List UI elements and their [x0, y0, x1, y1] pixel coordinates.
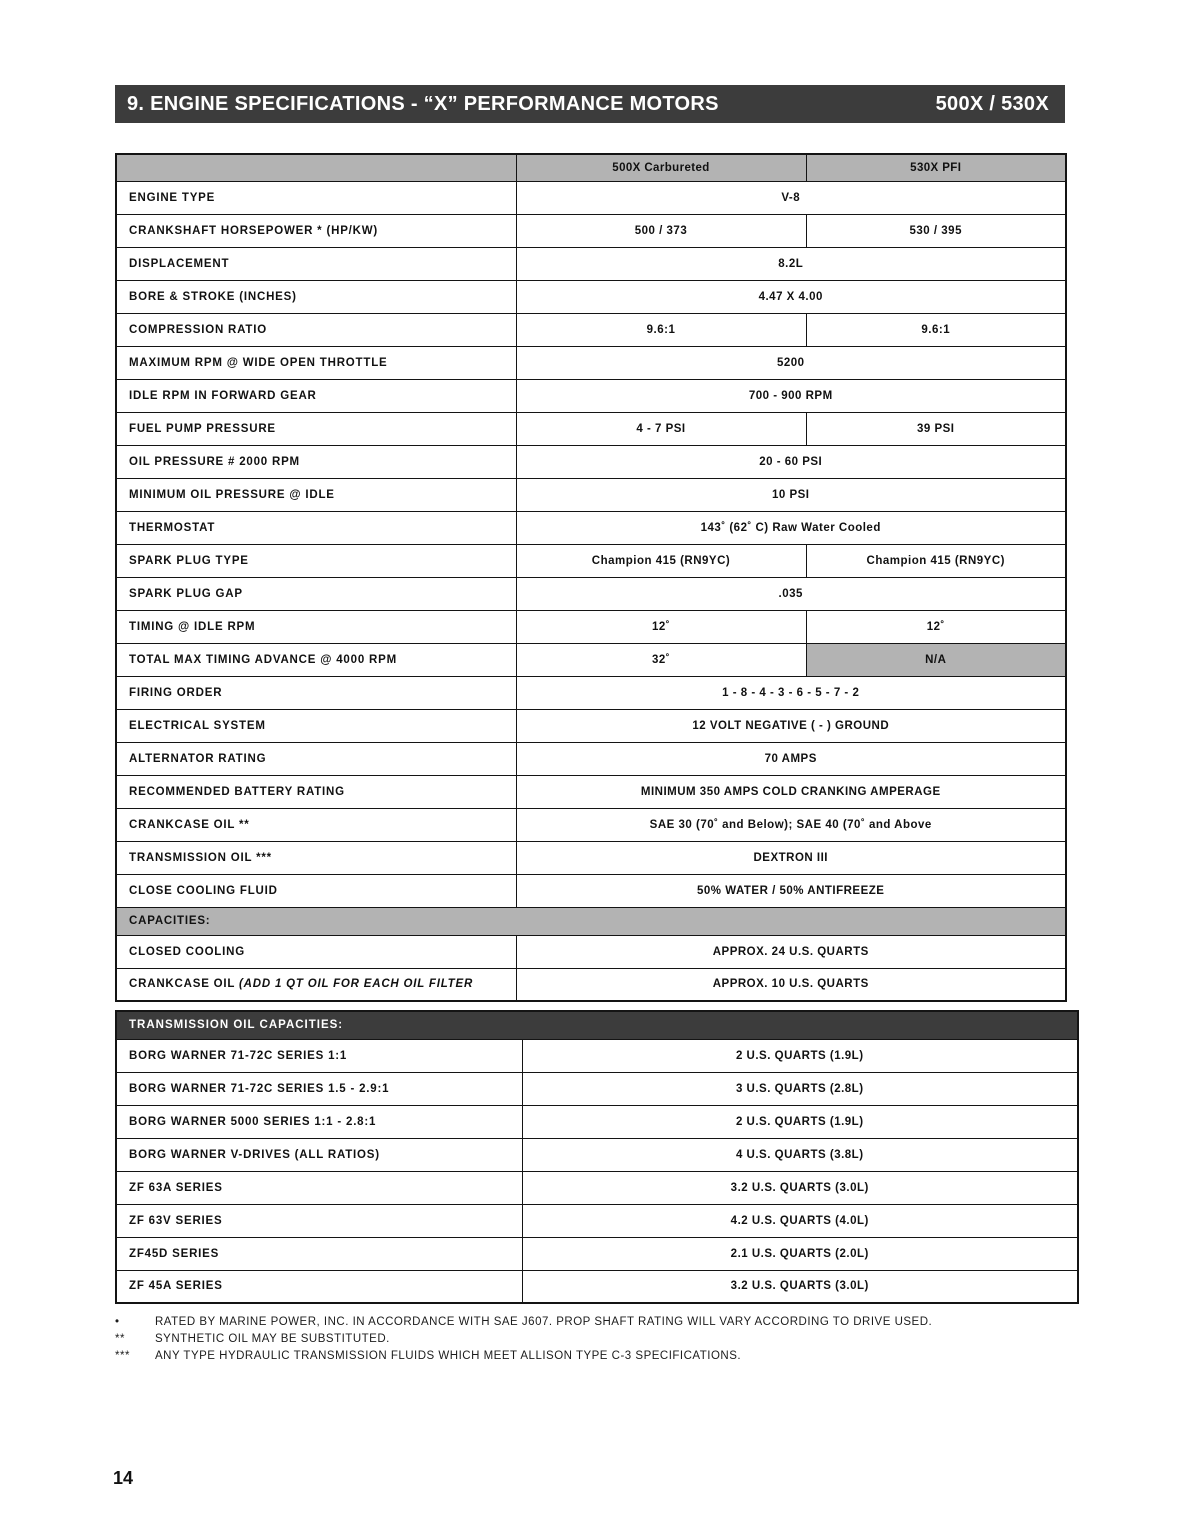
spec-row: [116, 676, 1066, 709]
footnote: [115, 1331, 1077, 1348]
footnote-marker: **: [115, 1333, 125, 1345]
transmission-value: 4.2 U.S. QUARTS (4.0L): [522, 1204, 1078, 1237]
spec-value: SAE 30 (70˚ and Below); SAE 40 (70˚ and Above: [516, 808, 1066, 841]
engine-spec-table: [115, 153, 1067, 1002]
spec-value-500x: Champion 415 (RN9YC): [516, 544, 806, 577]
transmission-label: BORG WARNER 5000 SERIES 1:1 - 2.8:1: [116, 1105, 522, 1138]
spec-label: CRANKCASE OIL **: [116, 808, 516, 841]
spec-value-500x: 4 - 7 PSI: [516, 412, 806, 445]
transmission-oil-table: [115, 1010, 1079, 1304]
spec-row: [116, 610, 1066, 643]
transmission-row: [116, 1138, 1078, 1171]
spec-label: MAXIMUM RPM @ WIDE OPEN THROTTLE: [116, 346, 516, 379]
spec-label: ELECTRICAL SYSTEM: [116, 709, 516, 742]
spec-row: [116, 742, 1066, 775]
spec-value: 50% WATER / 50% ANTIFREEZE: [516, 874, 1066, 907]
transmission-row: [116, 1072, 1078, 1105]
model-label: 500X / 530X: [935, 92, 1049, 115]
spec-label: BORE & STROKE (INCHES): [116, 280, 516, 313]
spec-value-500x: 32˚: [516, 643, 806, 676]
spec-label: TOTAL MAX TIMING ADVANCE @ 4000 RPM: [116, 643, 516, 676]
spec-value-500x: 9.6:1: [516, 313, 806, 346]
transmission-value: 3.2 U.S. QUARTS (3.0L): [522, 1270, 1078, 1303]
spec-row: [116, 412, 1066, 445]
footnote: [115, 1348, 1077, 1365]
spec-value-530x: Champion 415 (RN9YC): [806, 544, 1066, 577]
spec-row: [116, 280, 1066, 313]
footnote-text: ANY TYPE HYDRAULIC TRANSMISSION FLUIDS WHICH MEET ALLISON TYPE C-3 SPECIFICATIONS.: [155, 1350, 742, 1362]
spec-row: [116, 214, 1066, 247]
spec-label: TIMING @ IDLE RPM: [116, 610, 516, 643]
spec-label: IDLE RPM IN FORWARD GEAR: [116, 379, 516, 412]
spec-row: [116, 544, 1066, 577]
spec-value-530x: 12˚: [806, 610, 1066, 643]
spec-row: [116, 445, 1066, 478]
spec-row: [116, 379, 1066, 412]
spec-row: [116, 478, 1066, 511]
footnotes: [115, 1314, 1077, 1365]
footnote-marker: ***: [115, 1350, 130, 1362]
spec-label-italic: (ADD 1 QT OIL FOR EACH OIL FILTER: [239, 978, 474, 991]
spec-label: ALTERNATOR RATING: [116, 742, 516, 775]
spec-value: 5200: [516, 346, 1066, 379]
transmission-value: 2 U.S. QUARTS (1.9L): [522, 1039, 1078, 1072]
section-header-cell: CAPACITIES:: [116, 907, 1066, 935]
spec-label: FIRING ORDER: [116, 676, 516, 709]
spec-row: [116, 643, 1066, 676]
spec-row: [116, 346, 1066, 379]
spec-value: .035: [516, 577, 1066, 610]
spec-label: THERMOSTAT: [116, 511, 516, 544]
spec-column-header: 530X PFI: [806, 154, 1066, 181]
spec-row: [116, 907, 1066, 935]
spec-value: 10 PSI: [516, 478, 1066, 511]
transmission-value: 2.1 U.S. QUARTS (2.0L): [522, 1237, 1078, 1270]
spec-label: DISPLACEMENT: [116, 247, 516, 280]
spec-value: 700 - 900 RPM: [516, 379, 1066, 412]
spec-row: [116, 874, 1066, 907]
page-content: [115, 85, 1077, 1365]
transmission-label: ZF 63A SERIES: [116, 1171, 522, 1204]
spec-label: CLOSE COOLING FLUID: [116, 874, 516, 907]
footnote-marker: •: [115, 1316, 120, 1328]
transmission-row: [116, 1039, 1078, 1072]
transmission-label: ZF 45A SERIES: [116, 1270, 522, 1303]
spec-label: MINIMUM OIL PRESSURE @ IDLE: [116, 478, 516, 511]
spec-value: 20 - 60 PSI: [516, 445, 1066, 478]
spec-table-header-row: [116, 154, 1066, 181]
spec-value: APPROX. 24 U.S. QUARTS: [516, 935, 1066, 968]
spec-row: [116, 709, 1066, 742]
transmission-label: ZF 63V SERIES: [116, 1204, 522, 1237]
spec-column-header: [116, 154, 516, 181]
transmission-row: [116, 1171, 1078, 1204]
spec-value-530x: 9.6:1: [806, 313, 1066, 346]
spec-label: SPARK PLUG GAP: [116, 577, 516, 610]
spec-value: 8.2L: [516, 247, 1066, 280]
spec-value: 70 AMPS: [516, 742, 1066, 775]
section-header-bar: [115, 85, 1065, 123]
transmission-row: [116, 1204, 1078, 1237]
transmission-label: BORG WARNER 71-72C SERIES 1:1: [116, 1039, 522, 1072]
spec-label: OIL PRESSURE # 2000 RPM: [116, 445, 516, 478]
spec-label-text: CRANKCASE OIL: [129, 978, 240, 991]
transmission-row: [116, 1237, 1078, 1270]
transmission-table-title-row: [116, 1011, 1078, 1039]
spec-row: [116, 808, 1066, 841]
spec-value: APPROX. 10 U.S. QUARTS: [516, 968, 1066, 1001]
spec-value: MINIMUM 350 AMPS COLD CRANKING AMPERAGE: [516, 775, 1066, 808]
spec-row: [116, 841, 1066, 874]
transmission-row: [116, 1105, 1078, 1138]
spec-value-500x: 12˚: [516, 610, 806, 643]
spec-column-header: 500X Carbureted: [516, 154, 806, 181]
transmission-value: 4 U.S. QUARTS (3.8L): [522, 1138, 1078, 1171]
transmission-value: 2 U.S. QUARTS (1.9L): [522, 1105, 1078, 1138]
spec-row: [116, 968, 1066, 1001]
transmission-label: BORG WARNER 71-72C SERIES 1.5 - 2.9:1: [116, 1072, 522, 1105]
spec-label: [116, 968, 516, 1001]
spec-value-530x: N/A: [806, 643, 1066, 676]
transmission-value: 3 U.S. QUARTS (2.8L): [522, 1072, 1078, 1105]
spec-value: 1 - 8 - 4 - 3 - 6 - 5 - 7 - 2: [516, 676, 1066, 709]
spec-label: COMPRESSION RATIO: [116, 313, 516, 346]
spec-row: [116, 313, 1066, 346]
spec-row: [116, 775, 1066, 808]
transmission-row: [116, 1270, 1078, 1303]
spec-label: ENGINE TYPE: [116, 181, 516, 214]
footnote: [115, 1314, 1077, 1331]
spec-value-530x: 530 / 395: [806, 214, 1066, 247]
footnote-text: SYNTHETIC OIL MAY BE SUBSTITUTED.: [155, 1333, 390, 1345]
transmission-value: 3.2 U.S. QUARTS (3.0L): [522, 1171, 1078, 1204]
footnote-text: RATED BY MARINE POWER, INC. IN ACCORDANCE WITH SAE J607. PROP SHAFT RATING WILL VARY ACCORDING TO DRIVE USED.: [155, 1316, 933, 1328]
spec-value: 12 VOLT NEGATIVE ( - ) GROUND: [516, 709, 1066, 742]
spec-value: DEXTRON III: [516, 841, 1066, 874]
spec-value: 4.47 X 4.00: [516, 280, 1066, 313]
spec-value-530x: 39 PSI: [806, 412, 1066, 445]
spec-row: [116, 935, 1066, 968]
spec-label: SPARK PLUG TYPE: [116, 544, 516, 577]
spec-label: CLOSED COOLING: [116, 935, 516, 968]
spec-row: [116, 577, 1066, 610]
spec-value: V-8: [516, 181, 1066, 214]
spec-value: 143˚ (62˚ C) Raw Water Cooled: [516, 511, 1066, 544]
spec-row: [116, 511, 1066, 544]
transmission-label: BORG WARNER V-DRIVES (ALL RATIOS): [116, 1138, 522, 1171]
spec-label: FUEL PUMP PRESSURE: [116, 412, 516, 445]
page-number: 14: [113, 1468, 134, 1488]
spec-label: TRANSMISSION OIL ***: [116, 841, 516, 874]
spec-value-500x: 500 / 373: [516, 214, 806, 247]
spec-row: [116, 247, 1066, 280]
spec-label: CRANKSHAFT HORSEPOWER * (HP/KW): [116, 214, 516, 247]
transmission-label: ZF45D SERIES: [116, 1237, 522, 1270]
spec-row: [116, 181, 1066, 214]
transmission-table-title: TRANSMISSION OIL CAPACITIES:: [116, 1011, 1078, 1039]
page-title: 9. ENGINE SPECIFICATIONS - “X” PERFORMANCE MOTORS: [127, 92, 719, 115]
spec-label: RECOMMENDED BATTERY RATING: [116, 775, 516, 808]
